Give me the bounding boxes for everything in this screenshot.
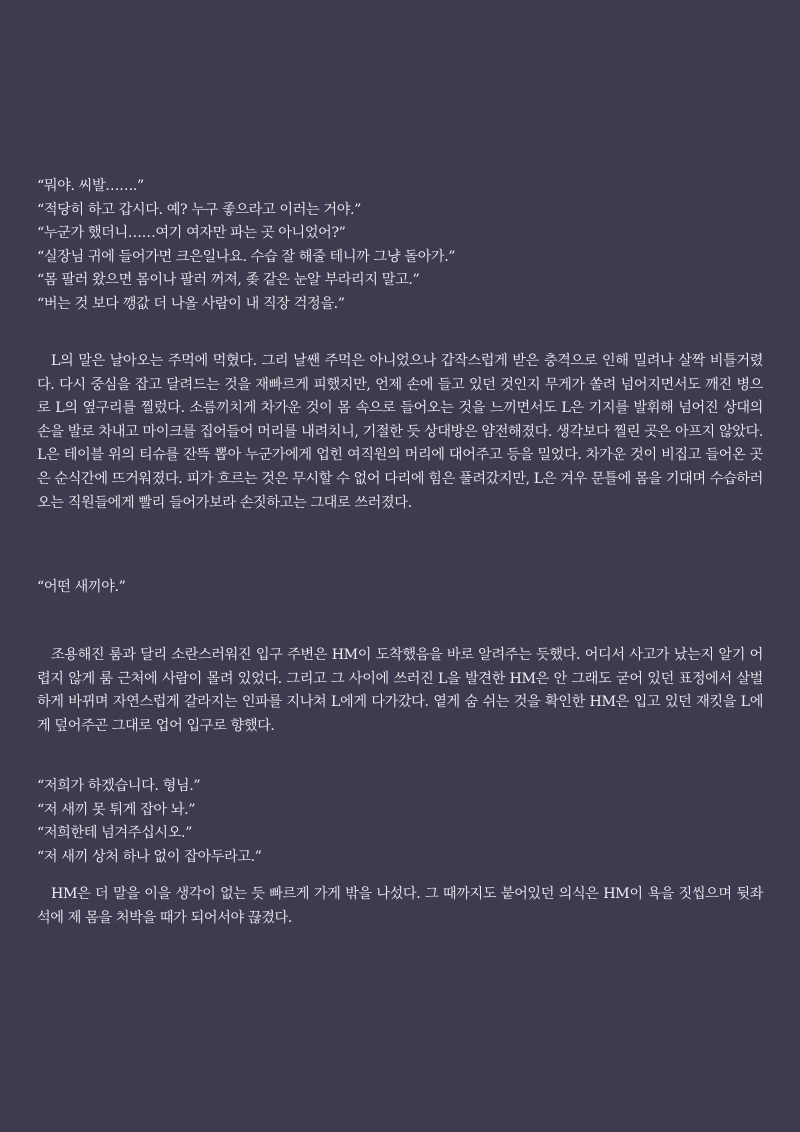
dialogue-line: “저 새끼 못 튀게 잡아 놔.”	[37, 801, 196, 818]
dialogue-line: “버는 것 보다 깽값 더 나올 사람이 내 직장 걱정을.”	[37, 295, 345, 312]
dialogue-line: “적당히 하고 갑시다. 예? 누구 좋으라고 이러는 거야.”	[37, 201, 362, 218]
narration-paragraph-3: HM은 더 말을 이을 생각이 없는 듯 빠르게 가게 밖을 나섰다. 그 때까지도 붙어있던 의식은 HM이 욕을 짓씹으며 뒷좌석에 제 몸을 처박을 때가 되어서야 끊겼다.	[37, 886, 763, 926]
dialogue-block-1	[37, 175, 763, 317]
dialogue-line: “누군가 했더니……여기 여자만 파는 곳 아니었어?”	[37, 225, 346, 242]
dialogue-block-3	[37, 775, 763, 869]
dialogue-line: “저희한테 넘겨주십시오.”	[37, 825, 192, 842]
dialogue-line: “몸 팔러 왔으면 몸이나 팔러 꺼져, 좆 같은 눈알 부라리지 말고.”	[37, 272, 420, 289]
dialogue-line: “어떤 새끼야.”	[37, 579, 126, 595]
narration-paragraph-1: L의 말은 날아오는 주먹에 먹혔다. 그리 날쌘 주먹은 아니었으나 갑작스럽게 받은 충격으로 인해 밀려나 살짝 비틀거렸다. 다시 중심을 잡고 달려드는 것을 재빠르게 피했지만, 언제 손에 들고 있던 것인지 무게가 쏠려 넘어지면서도 깨진 병으로 L의 옆구리를 찔렀다. 소름끼치게 차가운 것이 몸 속으로 들어오는 것을 느끼면서도 L은 기지를 발휘해 넘어진 상대의 손을 발로 차내고 마이크를 집어들어 머리를 내려치니, 기절한 듯 상대방은 얌전해졌다. 생각보다 찔린 곳은 아프지 않았다. L은 테이블 위의 티슈를 잔뜩 뽑아 누군가에게 업힌 여직원의 머리에 대어주고 등을 밀었다. 차가운 것이 비집고 들어온 곳은 순식간에 뜨거워졌다. 피가 흐르는 것은 무시할 수 없어 다리에 힘은 풀려갔지만, L은 겨우 문틀에 몸을 기대며 수습하러 오는 직원들에게 빨리 들어가보라 손짓하고는 그대로 쓰러졌다.	[37, 353, 763, 511]
dialogue-line: “저희가 하겠습니다. 형님.”	[37, 778, 201, 794]
dialogue-line: “뭐야. 씨발…….”	[37, 178, 144, 194]
dialogue-line: “저 새끼 상처 하나 없이 잡아두라고.”	[37, 848, 262, 865]
narration-paragraph-2: 조용해진 룸과 달리 소란스러워진 입구 주변은 HM이 도착했음을 바로 알려주는 듯했다. 어디서 사고가 났는지 알기 어렵지 않게 룸 근처에 사람이 몰려 있었다. 그리고 그 사이에 쓰러진 L을 발견한 HM은 안 그래도 굳어 있던 표정에서 살벌하게 바뀌며 자연스럽게 갈라지는 인파를 지나쳐 L에게 다가갔다. 옅게 숨 쉬는 것을 확인한 HM은 입고 있던 재킷을 L에게 덮어주곤 그대로 업어 입구로 향했다.	[37, 647, 763, 734]
dialogue-line: “실장님 귀에 들어가면 크은일나요. 수습 잘 해줄 테니까 그냥 돌아가.”	[37, 248, 456, 265]
dialogue-block-2	[37, 576, 763, 600]
